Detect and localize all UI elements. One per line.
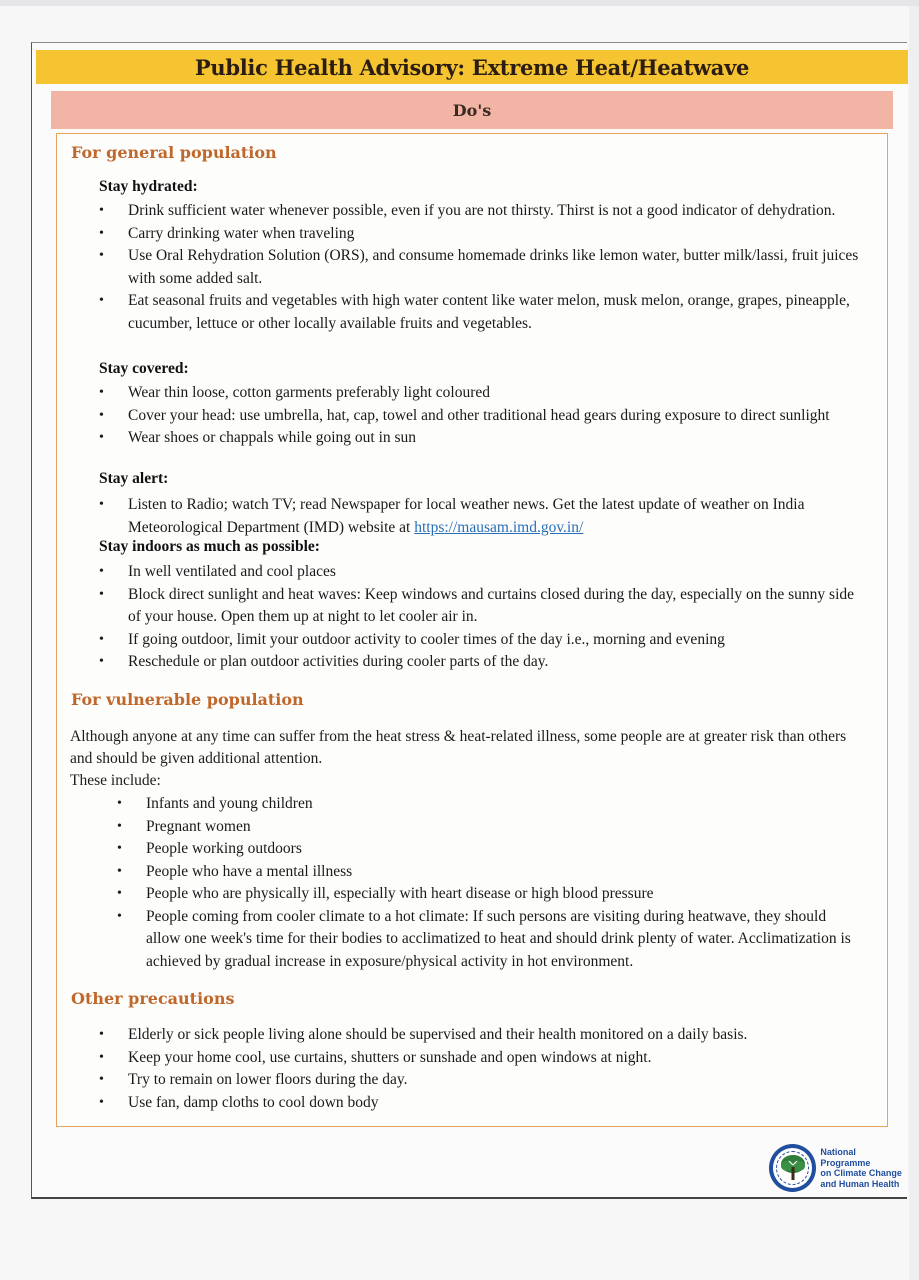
list-item: • Drink sufficient water whenever possible, even if you are not thirsty. Thirst is not a good indicator of dehydration. <box>99 200 869 223</box>
list-item: • Eat seasonal fruits and vegetables with high water content like water melon, musk melon, orange, grapes, pineapple, cucumber, lettuce or other locally available fruits and vegetables. <box>99 290 869 335</box>
list-item: • Wear shoes or chappals while going out in sun <box>99 427 869 450</box>
stay-indoors-list <box>99 561 869 674</box>
other-precautions-heading: Other precautions <box>71 989 235 1008</box>
stay-hydrated-list <box>99 200 869 335</box>
list-item: • Carry drinking water when traveling <box>99 223 869 246</box>
dos-banner <box>51 91 893 129</box>
stay-indoors-heading: Stay indoors as much as possible: <box>99 538 320 555</box>
list-item: • In well ventilated and cool places <box>99 561 869 584</box>
stay-alert-list <box>99 494 869 539</box>
stay-hydrated-heading: Stay hydrated: <box>99 178 198 195</box>
list-item: • People who are physically ill, especially with heart disease or high blood pressure <box>117 883 857 906</box>
stay-covered-list <box>99 382 869 450</box>
list-item: • Use Oral Rehydration Solution (ORS), and consume homemade drinks like lemon water, butter milk/lassi, fruit juices with some added salt. <box>99 245 869 290</box>
list-item: • People working outdoors <box>117 838 857 861</box>
other-precautions-list <box>99 1024 869 1114</box>
title-banner <box>36 50 908 84</box>
imd-website-link[interactable]: https://mausam.imd.gov.in/ <box>414 518 584 536</box>
list-item: • Keep your home cool, use curtains, shutters or sunshade and open windows at night. <box>99 1047 869 1070</box>
list-item <box>99 494 869 539</box>
top-edge <box>0 0 919 6</box>
list-item-text: Listen to Radio; watch TV; read Newspaper for local weather news. Get the latest update of weather on India Meteorological Department (IMD) website at <box>128 496 805 536</box>
tree-emblem-icon <box>769 1144 816 1192</box>
list-item: • Infants and young children <box>117 793 857 816</box>
vulnerable-population-heading: For vulnerable population <box>71 690 304 709</box>
logo-text <box>820 1147 907 1189</box>
list-item: • People who have a mental illness <box>117 861 857 884</box>
list-item: • If going outdoor, limit your outdoor activity to cooler times of the day i.e., morning and evening <box>99 629 869 652</box>
list-item: • Pregnant women <box>117 816 857 839</box>
content-box <box>56 133 888 1127</box>
list-item: • Block direct sunlight and heat waves: Keep windows and curtains closed during the day, especially on the sunny side of your house. Open them up at night to let cooler air in. <box>99 584 869 629</box>
list-item: • People coming from cooler climate to a hot climate: If such persons are visiting during heatwave, they should allow one week's time for their bodies to acclimatized to heat and should drink plenty of water. Acclimatization is achieved by gradual increase in exposure/physical activity in hot environment. <box>117 906 857 974</box>
dos-label: Do's <box>452 100 492 120</box>
list-item: • Cover your head: use umbrella, hat, cap, towel and other traditional head gears during exposure to direct sunlight <box>99 405 869 428</box>
right-edge <box>909 6 919 1280</box>
vulnerable-intro: Although anyone at any time can suffer from the heat stress & heat-related illness, some people are at greater risk than others and should be given additional attention. <box>70 728 847 767</box>
nphcch-logo <box>769 1144 907 1192</box>
logo-line: National Programme <box>820 1147 871 1168</box>
list-item: • Elderly or sick people living alone should be supervised and their health monitored on a daily basis. <box>99 1024 869 1047</box>
list-item: • Use fan, damp cloths to cool down body <box>99 1092 869 1115</box>
logo-line: on Climate Change <box>820 1168 902 1178</box>
list-item: • Try to remain on lower floors during the day. <box>99 1069 869 1092</box>
tree-icon <box>778 1153 808 1183</box>
vulnerable-lead: These include: <box>70 772 161 789</box>
vulnerable-list <box>117 793 857 973</box>
stay-alert-heading: Stay alert: <box>99 470 169 487</box>
advisory-page <box>31 42 907 1199</box>
page-title: Public Health Advisory: Extreme Heat/Heatwave <box>194 54 750 80</box>
logo-line: and Human Health <box>820 1178 900 1189</box>
list-item: • Wear thin loose, cotton garments preferably light coloured <box>99 382 869 405</box>
list-item: • Reschedule or plan outdoor activities during cooler parts of the day. <box>99 651 869 674</box>
stay-covered-heading: Stay covered: <box>99 360 189 377</box>
general-population-heading: For general population <box>71 143 277 162</box>
